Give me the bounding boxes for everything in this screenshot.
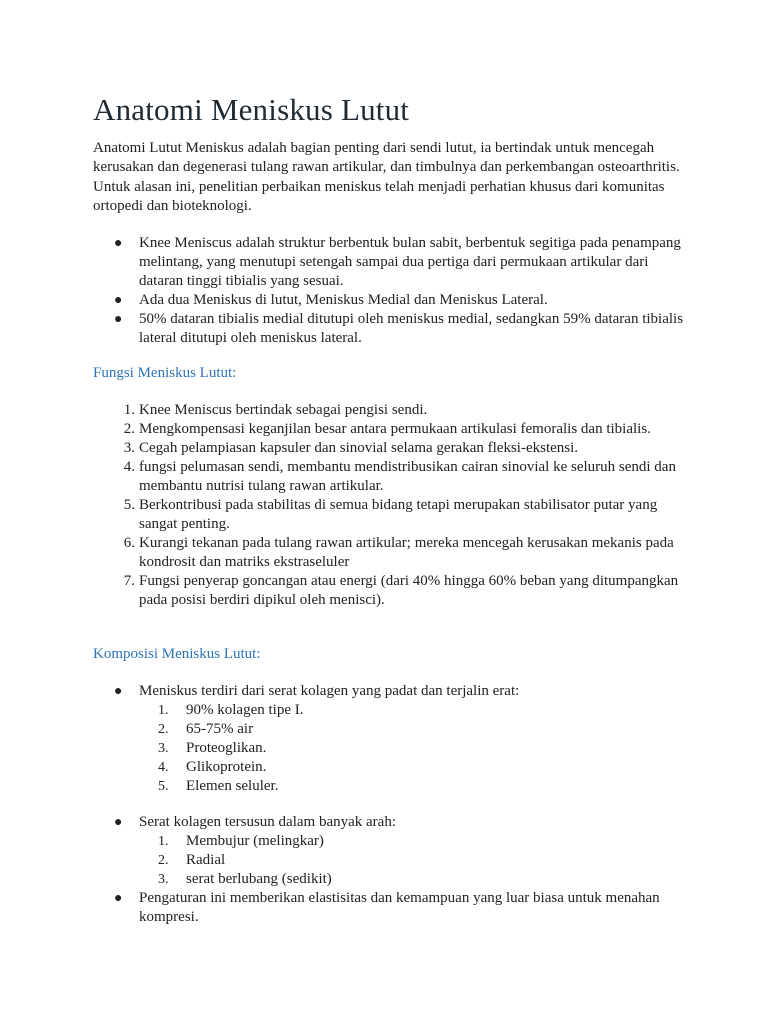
list-item: 2. Mengkompensasi keganjilan besar antara permukaan artikulasi femoralis dan tibialis. (123, 421, 651, 437)
list-item: ● Ada dua Meniskus di lutut, Meniskus Medial dan Meniskus Lateral. (114, 292, 548, 308)
list-item: 1. Knee Meniscus bertindak sebagai pengisi sendi. (123, 402, 428, 418)
sub-list-item: 1. 90% kolagen tipe I. (158, 702, 304, 718)
bullet-icon: ● (114, 815, 123, 830)
sub-list-item: 2. 65-75% air (158, 721, 254, 737)
list-item: ● Knee Meniscus adalah struktur berbentuk bulan sabit, berbentuk segitiga pada penampang melintang, yang menutupi setengah sampai dua pertiga dari permukaan artikular dari dataran tinggi tibialis yang sesuai. (114, 235, 681, 289)
bullet-list-komposisi-2 (93, 813, 693, 927)
numbered-list-fungsi (93, 401, 683, 610)
bullet-icon: ● (114, 293, 123, 308)
page-title: Anatomi Meniskus Lutut (93, 92, 410, 127)
list-item: ● Pengaturan ini memberikan elastisitas dan kemampuan yang luar biasa untuk menahan kompresi. (114, 890, 660, 925)
sub-list-fiber-direction (139, 832, 693, 889)
list-item: 6. Kurangi tekanan pada tulang rawan artikular; mereka mencegah kerusakan mekanis pada kondrosit dan matriks ekstraseluler (123, 535, 674, 570)
sub-list-item: 4. Glikoprotein. (158, 759, 267, 775)
bullet-icon: ● (114, 891, 123, 906)
bullet-list-overview (93, 234, 693, 348)
section-heading-komposisi: Komposisi Meniskus Lutut: (93, 646, 261, 662)
bullet-icon: ● (114, 312, 123, 327)
list-item: ● 50% dataran tibialis medial ditutupi oleh meniskus medial, sedangkan 59% dataran tibialis lateral ditutupi oleh meniskus lateral. (114, 311, 684, 346)
intro-paragraph: Anatomi Lutut Meniskus adalah bagian penting dari sendi lutut, ia bertindak untuk mencegah kerusakan dan degenerasi tulang rawan artikular, dan timbulnya dan perkembangan osteoarthritis. Untuk alasan ini, penelitian perbaikan meniskus telah menjadi perhatian khusus dari komunitas ortopedi dan bioteknologi. (93, 140, 680, 214)
sub-list-composition (139, 701, 693, 796)
sub-list-item: 3. Proteoglikan. (158, 740, 267, 756)
bullet-list-komposisi-1 (93, 682, 693, 796)
list-item: 5. Berkontribusi pada stabilitas di semua bidang tetapi merupakan stabilisator putar yang sangat penting. (123, 497, 658, 532)
sub-list-item: 3. serat berlubang (sedikit) (158, 871, 332, 887)
list-item: ● Meniskus terdiri dari serat kolagen yang padat dan terjalin erat: 1. 90% kolagen tipe I. 2. 65-75% air 3. Proteoglikan. 4. Glikoprotein. 5. Elemen seluler. (93, 682, 693, 796)
sub-list-item: 1. Membujur (melingkar) (158, 833, 324, 849)
sub-list-item: 5. Elemen seluler. (158, 778, 279, 794)
section-heading-fungsi: Fungsi Meniskus Lutut: (93, 365, 237, 381)
list-item: 7. Fungsi penyerap goncangan atau energi (dari 40% hingga 60% beban yang ditumpangkan pada posisi berdiri dipikul oleh menisci). (123, 573, 679, 608)
list-item: 3. Cegah pelampiasan kapsuler dan sinovial selama gerakan fleksi-ekstensi. (123, 440, 579, 456)
list-item: ● Serat kolagen tersusun dalam banyak arah: 1. Membujur (melingkar) 2. Radial 3. serat berlubang (sedikit) (93, 813, 693, 889)
bullet-icon: ● (114, 684, 123, 699)
sub-list-item: 2. Radial (158, 852, 226, 868)
list-item: 4. fungsi pelumasan sendi, membantu mendistribusikan cairan sinovial ke seluruh sendi dan membantu nutrisi tulang rawan artikular. (123, 459, 676, 494)
bullet-icon: ● (114, 236, 123, 251)
